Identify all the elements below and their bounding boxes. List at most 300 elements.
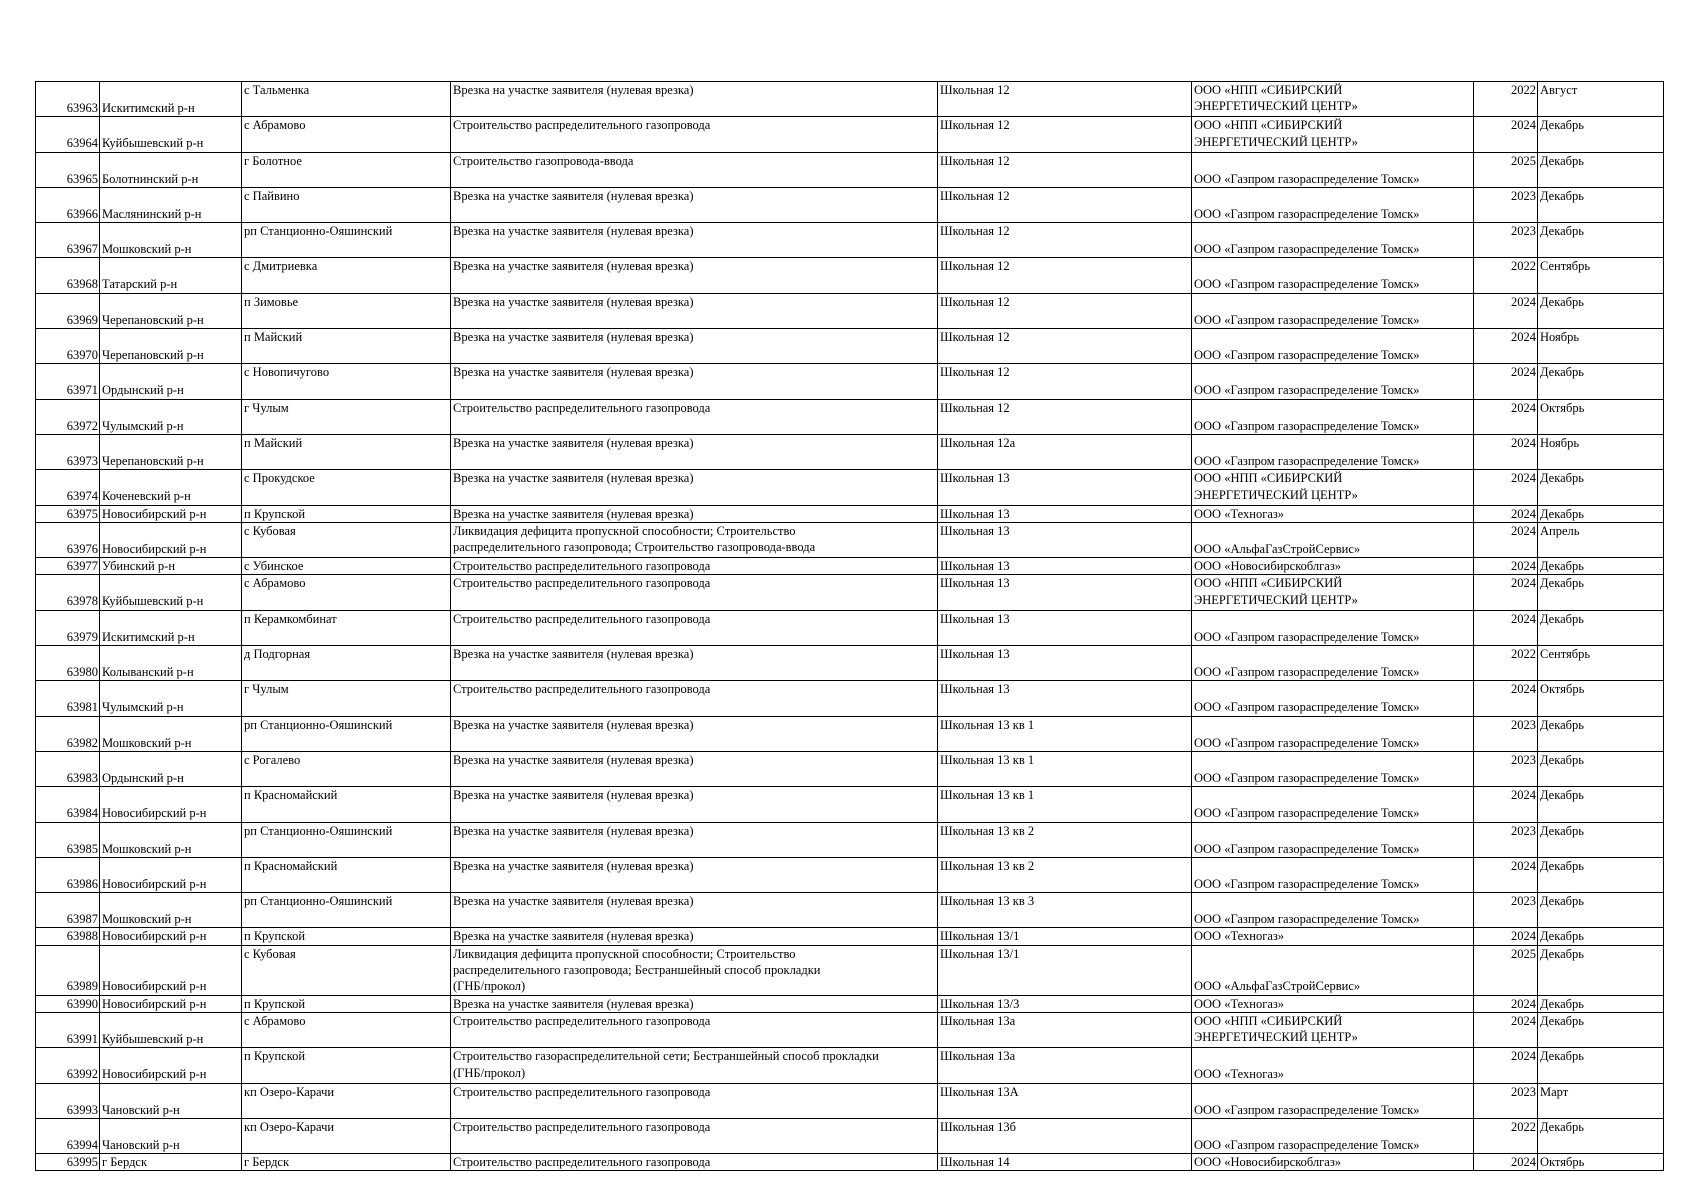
year-cell: 2023 bbox=[1474, 187, 1538, 222]
work-description-cell: Врезка на участке заявителя (нулевая врезка) bbox=[451, 716, 938, 751]
work-description-cell: Строительство распределительного газопровода bbox=[451, 1083, 938, 1118]
district-cell: Новосибирский р-н bbox=[100, 505, 242, 522]
street-address-cell: Школьная 13 кв 2 bbox=[938, 857, 1192, 892]
data-sheet bbox=[35, 81, 1663, 1171]
organization-cell: ООО «Газпром газораспределение Томск» bbox=[1192, 258, 1474, 293]
work-description-cell: Врезка на участке заявителя (нулевая врезка) bbox=[451, 187, 938, 222]
month-cell: Декабрь bbox=[1538, 928, 1664, 945]
work-description-cell: Строительство распределительного газопровода bbox=[451, 1012, 938, 1047]
table-row bbox=[36, 822, 1664, 857]
month-cell: Декабрь bbox=[1538, 1048, 1664, 1083]
row-id: 63977 bbox=[36, 558, 100, 575]
district-cell: Искитимский р-н bbox=[100, 82, 242, 117]
street-address-cell: Школьная 13 кв 1 bbox=[938, 716, 1192, 751]
street-address-cell: Школьная 13 bbox=[938, 610, 1192, 645]
street-address-cell: Школьная 13/1 bbox=[938, 945, 1192, 995]
month-cell: Декабрь bbox=[1538, 1012, 1664, 1047]
locality-cell: п Зимовье bbox=[242, 293, 451, 328]
organization-cell: ООО «Газпром газораспределение Томск» bbox=[1192, 364, 1474, 399]
table-row bbox=[36, 610, 1664, 645]
district-cell: Куйбышевский р-н bbox=[100, 575, 242, 610]
row-id: 63969 bbox=[36, 293, 100, 328]
work-description-cell: Врезка на участке заявителя (нулевая врезка) bbox=[451, 223, 938, 258]
month-cell: Декабрь bbox=[1538, 822, 1664, 857]
row-id: 63989 bbox=[36, 945, 100, 995]
year-cell: 2024 bbox=[1474, 1154, 1538, 1171]
work-description-cell: Врезка на участке заявителя (нулевая врезка) bbox=[451, 893, 938, 928]
table-row bbox=[36, 893, 1664, 928]
locality-cell: г Чулым bbox=[242, 681, 451, 716]
locality-cell: с Рогалево bbox=[242, 751, 451, 786]
table-row bbox=[36, 575, 1664, 610]
row-id: 63983 bbox=[36, 751, 100, 786]
district-cell: Чановский р-н bbox=[100, 1118, 242, 1153]
organization-cell: ООО «АльфаГазСтройСервис» bbox=[1192, 945, 1474, 995]
month-cell: Март bbox=[1538, 1083, 1664, 1118]
month-cell: Декабрь bbox=[1538, 223, 1664, 258]
row-id: 63985 bbox=[36, 822, 100, 857]
row-id: 63984 bbox=[36, 787, 100, 822]
district-cell: Черепановский р-н bbox=[100, 329, 242, 364]
district-cell: Мошковский р-н bbox=[100, 223, 242, 258]
district-cell: Новосибирский р-н bbox=[100, 945, 242, 995]
year-cell: 2024 bbox=[1474, 610, 1538, 645]
work-description-cell: Врезка на участке заявителя (нулевая врезка) bbox=[451, 329, 938, 364]
row-id: 63993 bbox=[36, 1083, 100, 1118]
row-id: 63965 bbox=[36, 152, 100, 187]
street-address-cell: Школьная 13 bbox=[938, 646, 1192, 681]
organization-cell: ООО «АльфаГазСтройСервис» bbox=[1192, 522, 1474, 557]
work-description-cell: Врезка на участке заявителя (нулевая врезка) bbox=[451, 258, 938, 293]
locality-cell: с Тальменка bbox=[242, 82, 451, 117]
locality-cell: с Абрамово bbox=[242, 1012, 451, 1047]
street-address-cell: Школьная 12 bbox=[938, 399, 1192, 434]
row-id: 63966 bbox=[36, 187, 100, 222]
organization-cell: ООО «Газпром газораспределение Томск» bbox=[1192, 751, 1474, 786]
work-description-cell: Строительство распределительного газопровода bbox=[451, 575, 938, 610]
district-cell: Мошковский р-н bbox=[100, 893, 242, 928]
locality-cell: с Дмитриевка bbox=[242, 258, 451, 293]
table-row bbox=[36, 522, 1664, 557]
street-address-cell: Школьная 12 bbox=[938, 293, 1192, 328]
row-id: 63968 bbox=[36, 258, 100, 293]
locality-cell: с Убинское bbox=[242, 558, 451, 575]
organization-cell: ООО «Газпром газораспределение Томск» bbox=[1192, 1118, 1474, 1153]
month-cell: Апрель bbox=[1538, 522, 1664, 557]
month-cell: Декабрь bbox=[1538, 575, 1664, 610]
locality-cell: рп Станционно-Ояшинский bbox=[242, 716, 451, 751]
year-cell: 2024 bbox=[1474, 681, 1538, 716]
month-cell: Ноябрь bbox=[1538, 434, 1664, 469]
table-row bbox=[36, 558, 1664, 575]
organization-cell: ООО «Газпром газораспределение Томск» bbox=[1192, 399, 1474, 434]
month-cell: Декабрь bbox=[1538, 716, 1664, 751]
month-cell: Декабрь bbox=[1538, 857, 1664, 892]
month-cell: Октябрь bbox=[1538, 681, 1664, 716]
locality-cell: п Майский bbox=[242, 329, 451, 364]
month-cell: Декабрь bbox=[1538, 505, 1664, 522]
district-cell: Искитимский р-н bbox=[100, 610, 242, 645]
year-cell: 2022 bbox=[1474, 646, 1538, 681]
street-address-cell: Школьная 12 bbox=[938, 152, 1192, 187]
street-address-cell: Школьная 13А bbox=[938, 1083, 1192, 1118]
table-row bbox=[36, 945, 1664, 995]
work-description-cell: Строительство распределительного газопровода bbox=[451, 399, 938, 434]
work-description-cell: Врезка на участке заявителя (нулевая врезка) bbox=[451, 857, 938, 892]
gasification-table bbox=[35, 81, 1664, 1171]
district-cell: Болотнинский р-н bbox=[100, 152, 242, 187]
work-description-cell: Врезка на участке заявителя (нулевая врезка) bbox=[451, 293, 938, 328]
street-address-cell: Школьная 13/1 bbox=[938, 928, 1192, 945]
row-id: 63988 bbox=[36, 928, 100, 945]
locality-cell: кп Озеро-Карачи bbox=[242, 1118, 451, 1153]
year-cell: 2024 bbox=[1474, 293, 1538, 328]
organization-cell: ООО «Техногаз» bbox=[1192, 928, 1474, 945]
table-row bbox=[36, 329, 1664, 364]
locality-cell: рп Станционно-Ояшинский bbox=[242, 893, 451, 928]
year-cell: 2024 bbox=[1474, 1048, 1538, 1083]
locality-cell: рп Станционно-Ояшинский bbox=[242, 223, 451, 258]
locality-cell: г Бердск bbox=[242, 1154, 451, 1171]
work-description-cell: Врезка на участке заявителя (нулевая врезка) bbox=[451, 434, 938, 469]
organization-cell: ООО «Газпром газораспределение Томск» bbox=[1192, 329, 1474, 364]
year-cell: 2024 bbox=[1474, 857, 1538, 892]
locality-cell: п Красномайский bbox=[242, 857, 451, 892]
work-description-cell: Ликвидация дефицита пропускной способности; Строительство распределительного газопровода; Строительство газопровода-ввода bbox=[451, 522, 938, 557]
organization-cell: ООО «Газпром газораспределение Томск» bbox=[1192, 787, 1474, 822]
table-row bbox=[36, 364, 1664, 399]
locality-cell: п Керамкомбинат bbox=[242, 610, 451, 645]
table-row bbox=[36, 187, 1664, 222]
work-description-cell: Врезка на участке заявителя (нулевая врезка) bbox=[451, 505, 938, 522]
locality-cell: рп Станционно-Ояшинский bbox=[242, 822, 451, 857]
year-cell: 2023 bbox=[1474, 223, 1538, 258]
district-cell: Новосибирский р-н bbox=[100, 787, 242, 822]
street-address-cell: Школьная 13а bbox=[938, 1012, 1192, 1047]
district-cell: Куйбышевский р-н bbox=[100, 117, 242, 152]
row-id: 63986 bbox=[36, 857, 100, 892]
table-row bbox=[36, 681, 1664, 716]
table-row bbox=[36, 399, 1664, 434]
table-row bbox=[36, 716, 1664, 751]
locality-cell: п Красномайский bbox=[242, 787, 451, 822]
district-cell: Черепановский р-н bbox=[100, 434, 242, 469]
district-cell: Новосибирский р-н bbox=[100, 857, 242, 892]
locality-cell: с Кубовая bbox=[242, 945, 451, 995]
organization-cell: ООО «НПП «СИБИРСКИЙ ЭНЕРГЕТИЧЕСКИЙ ЦЕНТР» bbox=[1192, 575, 1474, 610]
table-row bbox=[36, 751, 1664, 786]
street-address-cell: Школьная 13 кв 1 bbox=[938, 751, 1192, 786]
row-id: 63990 bbox=[36, 995, 100, 1012]
year-cell: 2024 bbox=[1474, 434, 1538, 469]
table-row bbox=[36, 82, 1664, 117]
year-cell: 2024 bbox=[1474, 117, 1538, 152]
table-row bbox=[36, 470, 1664, 505]
locality-cell: п Крупской bbox=[242, 1048, 451, 1083]
year-cell: 2025 bbox=[1474, 152, 1538, 187]
table-row bbox=[36, 1154, 1664, 1171]
row-id: 63963 bbox=[36, 82, 100, 117]
row-id: 63979 bbox=[36, 610, 100, 645]
table-row bbox=[36, 117, 1664, 152]
row-id: 63995 bbox=[36, 1154, 100, 1171]
month-cell: Декабрь bbox=[1538, 945, 1664, 995]
organization-cell: ООО «Газпром газораспределение Томск» bbox=[1192, 187, 1474, 222]
work-description-cell: Строительство распределительного газопровода bbox=[451, 1154, 938, 1171]
district-cell: Чановский р-н bbox=[100, 1083, 242, 1118]
organization-cell: ООО «Техногаз» bbox=[1192, 505, 1474, 522]
row-id: 63980 bbox=[36, 646, 100, 681]
table-row bbox=[36, 434, 1664, 469]
year-cell: 2022 bbox=[1474, 82, 1538, 117]
row-id: 63978 bbox=[36, 575, 100, 610]
district-cell: Новосибирский р-н bbox=[100, 522, 242, 557]
month-cell: Декабрь bbox=[1538, 751, 1664, 786]
row-id: 63975 bbox=[36, 505, 100, 522]
street-address-cell: Школьная 12 bbox=[938, 187, 1192, 222]
table-row bbox=[36, 857, 1664, 892]
work-description-cell: Врезка на участке заявителя (нулевая врезка) bbox=[451, 995, 938, 1012]
district-cell: Коченевский р-н bbox=[100, 470, 242, 505]
work-description-cell: Врезка на участке заявителя (нулевая врезка) bbox=[451, 787, 938, 822]
district-cell: Новосибирский р-н bbox=[100, 1048, 242, 1083]
work-description-cell: Строительство распределительного газопровода bbox=[451, 681, 938, 716]
month-cell: Декабрь bbox=[1538, 187, 1664, 222]
street-address-cell: Школьная 13а bbox=[938, 1048, 1192, 1083]
organization-cell: ООО «НПП «СИБИРСКИЙ ЭНЕРГЕТИЧЕСКИЙ ЦЕНТР» bbox=[1192, 470, 1474, 505]
locality-cell: д Подгорная bbox=[242, 646, 451, 681]
month-cell: Декабрь bbox=[1538, 364, 1664, 399]
locality-cell: с Абрамово bbox=[242, 117, 451, 152]
year-cell: 2024 bbox=[1474, 505, 1538, 522]
street-address-cell: Школьная 13 кв 3 bbox=[938, 893, 1192, 928]
district-cell: Новосибирский р-н bbox=[100, 928, 242, 945]
locality-cell: с Пайвино bbox=[242, 187, 451, 222]
year-cell: 2024 bbox=[1474, 364, 1538, 399]
table-row bbox=[36, 1083, 1664, 1118]
month-cell: Декабрь bbox=[1538, 152, 1664, 187]
year-cell: 2023 bbox=[1474, 1083, 1538, 1118]
table-row bbox=[36, 995, 1664, 1012]
street-address-cell: Школьная 12 bbox=[938, 223, 1192, 258]
month-cell: Сентябрь bbox=[1538, 646, 1664, 681]
organization-cell: ООО «Газпром газораспределение Томск» bbox=[1192, 681, 1474, 716]
district-cell: г Бердск bbox=[100, 1154, 242, 1171]
work-description-cell: Врезка на участке заявителя (нулевая врезка) bbox=[451, 751, 938, 786]
street-address-cell: Школьная 13/3 bbox=[938, 995, 1192, 1012]
table-row bbox=[36, 152, 1664, 187]
month-cell: Декабрь bbox=[1538, 293, 1664, 328]
row-id: 63971 bbox=[36, 364, 100, 399]
district-cell: Черепановский р-н bbox=[100, 293, 242, 328]
row-id: 63987 bbox=[36, 893, 100, 928]
district-cell: Куйбышевский р-н bbox=[100, 1012, 242, 1047]
year-cell: 2024 bbox=[1474, 575, 1538, 610]
street-address-cell: Школьная 13 bbox=[938, 575, 1192, 610]
street-address-cell: Школьная 12 bbox=[938, 82, 1192, 117]
table-row bbox=[36, 1048, 1664, 1083]
locality-cell: п Крупской bbox=[242, 505, 451, 522]
locality-cell: с Кубовая bbox=[242, 522, 451, 557]
month-cell: Ноябрь bbox=[1538, 329, 1664, 364]
organization-cell: ООО «Газпром газораспределение Томск» bbox=[1192, 716, 1474, 751]
table-body bbox=[36, 82, 1664, 1171]
row-id: 63972 bbox=[36, 399, 100, 434]
organization-cell: ООО «Газпром газораспределение Томск» bbox=[1192, 152, 1474, 187]
row-id: 63982 bbox=[36, 716, 100, 751]
street-address-cell: Школьная 14 bbox=[938, 1154, 1192, 1171]
month-cell: Август bbox=[1538, 82, 1664, 117]
street-address-cell: Школьная 13 кв 1 bbox=[938, 787, 1192, 822]
organization-cell: ООО «Газпром газораспределение Томск» bbox=[1192, 223, 1474, 258]
organization-cell: ООО «Газпром газораспределение Томск» bbox=[1192, 857, 1474, 892]
table-row bbox=[36, 646, 1664, 681]
table-row bbox=[36, 1012, 1664, 1047]
month-cell: Декабрь bbox=[1538, 1118, 1664, 1153]
locality-cell: кп Озеро-Карачи bbox=[242, 1083, 451, 1118]
row-id: 63964 bbox=[36, 117, 100, 152]
district-cell: Колыванский р-н bbox=[100, 646, 242, 681]
month-cell: Декабрь bbox=[1538, 787, 1664, 822]
street-address-cell: Школьная 12 bbox=[938, 258, 1192, 293]
row-id: 63981 bbox=[36, 681, 100, 716]
district-cell: Ордынский р-н bbox=[100, 751, 242, 786]
locality-cell: г Чулым bbox=[242, 399, 451, 434]
locality-cell: с Новопичугово bbox=[242, 364, 451, 399]
row-id: 63970 bbox=[36, 329, 100, 364]
locality-cell: п Майский bbox=[242, 434, 451, 469]
work-description-cell: Врезка на участке заявителя (нулевая врезка) bbox=[451, 364, 938, 399]
district-cell: Чулымский р-н bbox=[100, 399, 242, 434]
row-id: 63967 bbox=[36, 223, 100, 258]
street-address-cell: Школьная 12 bbox=[938, 117, 1192, 152]
locality-cell: п Крупской bbox=[242, 995, 451, 1012]
table-row bbox=[36, 787, 1664, 822]
row-id: 63991 bbox=[36, 1012, 100, 1047]
month-cell: Сентябрь bbox=[1538, 258, 1664, 293]
organization-cell: ООО «Газпром газораспределение Томск» bbox=[1192, 893, 1474, 928]
year-cell: 2024 bbox=[1474, 558, 1538, 575]
street-address-cell: Школьная 13 bbox=[938, 558, 1192, 575]
organization-cell: ООО «Техногаз» bbox=[1192, 1048, 1474, 1083]
district-cell: Чулымский р-н bbox=[100, 681, 242, 716]
district-cell: Новосибирский р-н bbox=[100, 995, 242, 1012]
row-id: 63992 bbox=[36, 1048, 100, 1083]
street-address-cell: Школьная 13б bbox=[938, 1118, 1192, 1153]
organization-cell: ООО «Газпром газораспределение Томск» bbox=[1192, 646, 1474, 681]
table-row bbox=[36, 505, 1664, 522]
year-cell: 2023 bbox=[1474, 751, 1538, 786]
month-cell: Декабрь bbox=[1538, 893, 1664, 928]
month-cell: Декабрь bbox=[1538, 117, 1664, 152]
row-id: 63994 bbox=[36, 1118, 100, 1153]
street-address-cell: Школьная 12 bbox=[938, 364, 1192, 399]
district-cell: Убинский р-н bbox=[100, 558, 242, 575]
district-cell: Татарский р-н bbox=[100, 258, 242, 293]
work-description-cell: Строительство распределительного газопровода bbox=[451, 558, 938, 575]
organization-cell: ООО «Техногаз» bbox=[1192, 995, 1474, 1012]
month-cell: Октябрь bbox=[1538, 399, 1664, 434]
year-cell: 2024 bbox=[1474, 470, 1538, 505]
organization-cell: ООО «Новосибирскоблгаз» bbox=[1192, 558, 1474, 575]
work-description-cell: Строительство распределительного газопровода bbox=[451, 1118, 938, 1153]
organization-cell: ООО «Газпром газораспределение Томск» bbox=[1192, 434, 1474, 469]
district-cell: Мошковский р-н bbox=[100, 822, 242, 857]
work-description-cell: Врезка на участке заявителя (нулевая врезка) bbox=[451, 470, 938, 505]
district-cell: Маслянинский р-н bbox=[100, 187, 242, 222]
street-address-cell: Школьная 13 bbox=[938, 505, 1192, 522]
work-description-cell: Строительство газораспределительной сети; Бестраншейный способ прокладки (ГНБ/прокол) bbox=[451, 1048, 938, 1083]
organization-cell: ООО «Газпром газораспределение Томск» bbox=[1192, 822, 1474, 857]
month-cell: Декабрь bbox=[1538, 558, 1664, 575]
row-id: 63974 bbox=[36, 470, 100, 505]
year-cell: 2023 bbox=[1474, 822, 1538, 857]
month-cell: Октябрь bbox=[1538, 1154, 1664, 1171]
month-cell: Декабрь bbox=[1538, 995, 1664, 1012]
work-description-cell: Врезка на участке заявителя (нулевая врезка) bbox=[451, 646, 938, 681]
locality-cell: п Крупской bbox=[242, 928, 451, 945]
organization-cell: ООО «Новосибирскоблгаз» bbox=[1192, 1154, 1474, 1171]
year-cell: 2023 bbox=[1474, 716, 1538, 751]
street-address-cell: Школьная 12а bbox=[938, 434, 1192, 469]
organization-cell: ООО «НПП «СИБИРСКИЙ ЭНЕРГЕТИЧЕСКИЙ ЦЕНТР» bbox=[1192, 117, 1474, 152]
year-cell: 2024 bbox=[1474, 1012, 1538, 1047]
street-address-cell: Школьная 13 bbox=[938, 522, 1192, 557]
locality-cell: с Прокудское bbox=[242, 470, 451, 505]
table-row bbox=[36, 258, 1664, 293]
table-row bbox=[36, 293, 1664, 328]
work-description-cell: Строительство распределительного газопровода bbox=[451, 117, 938, 152]
street-address-cell: Школьная 13 кв 2 bbox=[938, 822, 1192, 857]
year-cell: 2024 bbox=[1474, 329, 1538, 364]
organization-cell: ООО «Газпром газораспределение Томск» bbox=[1192, 610, 1474, 645]
work-description-cell: Врезка на участке заявителя (нулевая врезка) bbox=[451, 822, 938, 857]
year-cell: 2024 bbox=[1474, 928, 1538, 945]
year-cell: 2024 bbox=[1474, 787, 1538, 822]
year-cell: 2024 bbox=[1474, 522, 1538, 557]
work-description-cell: Врезка на участке заявителя (нулевая врезка) bbox=[451, 82, 938, 117]
year-cell: 2025 bbox=[1474, 945, 1538, 995]
district-cell: Ордынский р-н bbox=[100, 364, 242, 399]
year-cell: 2024 bbox=[1474, 995, 1538, 1012]
street-address-cell: Школьная 13 bbox=[938, 681, 1192, 716]
table-row bbox=[36, 223, 1664, 258]
work-description-cell: Строительство газопровода-ввода bbox=[451, 152, 938, 187]
work-description-cell: Врезка на участке заявителя (нулевая врезка) bbox=[451, 928, 938, 945]
locality-cell: г Болотное bbox=[242, 152, 451, 187]
table-row bbox=[36, 928, 1664, 945]
work-description-cell: Ликвидация дефицита пропускной способности; Строительство распределительного газопровода; Бестраншейный способ прокладки (ГНБ/прокол) bbox=[451, 945, 938, 995]
table-row bbox=[36, 1118, 1664, 1153]
year-cell: 2022 bbox=[1474, 258, 1538, 293]
organization-cell: ООО «Газпром газораспределение Томск» bbox=[1192, 293, 1474, 328]
row-id: 63976 bbox=[36, 522, 100, 557]
organization-cell: ООО «НПП «СИБИРСКИЙ ЭНЕРГЕТИЧЕСКИЙ ЦЕНТР» bbox=[1192, 82, 1474, 117]
organization-cell: ООО «НПП «СИБИРСКИЙ ЭНЕРГЕТИЧЕСКИЙ ЦЕНТР» bbox=[1192, 1012, 1474, 1047]
street-address-cell: Школьная 13 bbox=[938, 470, 1192, 505]
year-cell: 2024 bbox=[1474, 399, 1538, 434]
work-description-cell: Строительство распределительного газопровода bbox=[451, 610, 938, 645]
locality-cell: с Абрамово bbox=[242, 575, 451, 610]
organization-cell: ООО «Газпром газораспределение Томск» bbox=[1192, 1083, 1474, 1118]
row-id: 63973 bbox=[36, 434, 100, 469]
street-address-cell: Школьная 12 bbox=[938, 329, 1192, 364]
district-cell: Мошковский р-н bbox=[100, 716, 242, 751]
month-cell: Декабрь bbox=[1538, 610, 1664, 645]
month-cell: Декабрь bbox=[1538, 470, 1664, 505]
year-cell: 2022 bbox=[1474, 1118, 1538, 1153]
year-cell: 2023 bbox=[1474, 893, 1538, 928]
